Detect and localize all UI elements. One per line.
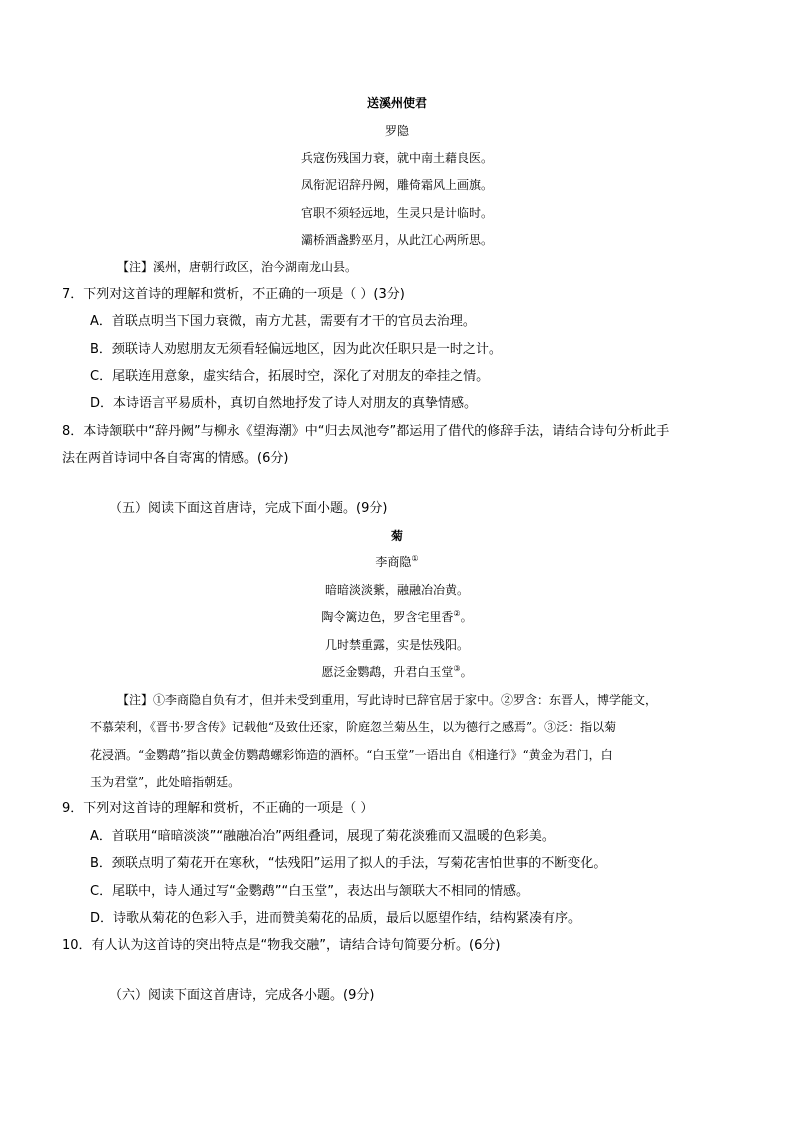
- poem-2-title: 菊: [390, 529, 403, 543]
- poem-note: 【注】溪州，唐朝行政区，治今湖南龙山县。: [117, 260, 358, 274]
- poem-2-line: 暗暗淡淡紫，融融冶冶黄。: [324, 583, 469, 597]
- section-6-heading: （六）阅读下面这首唐诗，完成各小题。(9分): [109, 988, 375, 1003]
- poem-2-note: 花浸酒。“金鹦鹉”指以黄金仿鹦鹉螺彩饰造的酒杯。“白玉堂”一语出自《相逢行》“黄金为君门，白: [90, 748, 613, 762]
- poem-2-author: 李商隐①: [375, 554, 419, 569]
- poem-line: 灞桥酒盏黔巫月，从此江心两所思。: [300, 233, 493, 247]
- poem-line: 兵寇伤残国力衰，就中南土藉良医。: [300, 151, 493, 165]
- poem-2-line: 几时禁重露，实是怯残阳。: [324, 638, 469, 652]
- question-7-option-d: D．本诗语言平易质朴，真切自然地抒发了诗人对朋友的真挚情感。: [90, 396, 478, 411]
- question-9-option-d: D．诗歌从菊花的色彩入手，进而赞美菊花的品质，最后以愿望作结，结构紧凑有序。: [90, 911, 582, 926]
- question-9-option-b: B．颈联点明了菊花开在寒秋，“怯残阳”运用了拟人的手法，写菊花害怕世事的不断变化。: [90, 856, 607, 871]
- question-9-option-a: A．首联用“暗暗淡淡”“融融冶冶”两组叠词，展现了菊花淡雅而又温暖的色彩美。: [90, 829, 555, 844]
- poem-author: 罗隐: [384, 124, 409, 138]
- question-9-option-c: C．尾联中，诗人通过写“金鹦鹉”“白玉堂”，表达出与颔联大不相同的情感。: [90, 884, 530, 899]
- poem-2-line: 愿泛金鹦鹉，升君白玉堂③。: [321, 664, 473, 679]
- poem-2-note: 不慕荣利，《晋书·罗含传》记载他“及致仕还家，阶庭忽兰菊丛生，以为德行之感焉”。③泛：指以菊: [90, 720, 617, 734]
- poem-line: 凤衔泥诏辞丹阙，雕倚霜风上画旗。: [300, 178, 493, 192]
- question-7-option-a: A．首联点明当下国力衰微，南方尤甚，需要有才干的官员去治理。: [90, 314, 476, 329]
- section-5-heading: （五）阅读下面这首唐诗，完成下面小题。(9分): [109, 501, 388, 516]
- poem-2-note: 玉为君堂”，此处暗指朝廷。: [90, 775, 241, 789]
- poem-title: 送溪州使君: [366, 96, 427, 110]
- poem-line: 官职不须轻远地，生灵只是计临时。: [300, 206, 493, 220]
- poem-2-line: 陶令篱边色，罗含宅里香②。: [321, 609, 473, 624]
- question-8-stem: 8．本诗颔联中“辞丹阙”与柳永《望海潮》中“归去凤池夸”都运用了借代的修辞手法，请结合诗句分析此手: [62, 424, 670, 439]
- poem-2-note: 【注】①李商隐自负有才，但并未受到重用，写此诗时已辞官居于家中。②罗含：东晋人，博学能文，: [117, 693, 658, 707]
- question-10-stem: 10．有人认为这首诗的突出特点是“物我交融”，请结合诗句简要分析。(6分): [62, 938, 501, 953]
- question-9-stem: 9．下列对这首诗的理解和赏析，不正确的一项是（ ）: [62, 801, 374, 816]
- question-7-option-c: C．尾联连用意象，虚实结合，拓展时空，深化了对朋友的牵挂之情。: [90, 369, 490, 384]
- question-8-stem-cont: 法在两首诗词中各自寄寓的情感。(6分): [62, 451, 289, 466]
- question-7-option-b: B．颈联诗人劝慰朋友无须看轻偏远地区，因为此次任职只是一时之计。: [90, 342, 502, 357]
- question-7-stem: 7．下列对这首诗的理解和赏析，不正确的一项是（ ）(3分): [62, 287, 405, 302]
